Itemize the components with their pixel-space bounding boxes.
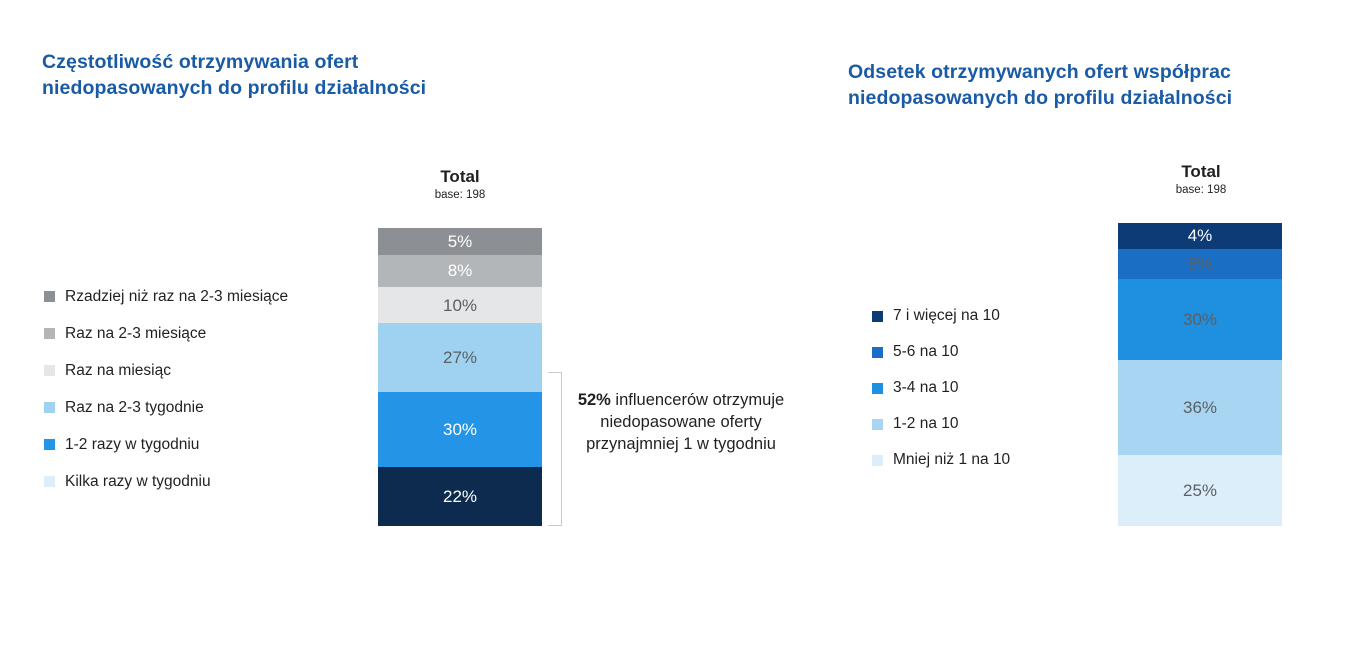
total-base: base: 198 [1175, 183, 1227, 196]
stacked-bar-share [1118, 223, 1282, 526]
legend-item[interactable] [872, 298, 1010, 334]
bar-segment[interactable] [378, 323, 542, 392]
legend-label: 7 i więcej na 10 [893, 307, 1000, 324]
legend-swatch-icon [44, 402, 55, 413]
legend-label: Raz na 2-3 miesiące [65, 324, 207, 342]
panel-title-share: Odsetek otrzymywanych ofert współprac niedopasowanych do profilu działalności [848, 61, 1233, 109]
legend-item[interactable] [872, 406, 1010, 442]
legend-label: 1-2 razy w tygodniu [65, 435, 200, 453]
legend-swatch-icon [44, 291, 55, 302]
bar-segment-value: 22% [442, 486, 478, 506]
callout-bracket [548, 372, 562, 526]
stacked-bar-frequency [378, 228, 542, 526]
legend-label: 5-6 na 10 [893, 343, 959, 360]
legend-swatch-icon [872, 383, 883, 394]
panel-title-frequency: Częstotliwość otrzymywania ofert niedopasowanych do profilu działalności [42, 51, 427, 99]
legend-label: Mniej niż 1 na 10 [893, 451, 1011, 468]
legend-swatch-icon [44, 476, 55, 487]
total-header-right [1121, 163, 1281, 196]
bar-segment[interactable] [1118, 223, 1282, 249]
legend-frequency [44, 278, 288, 500]
legend-item[interactable] [44, 352, 288, 389]
bar-segment-value: 4% [1187, 226, 1213, 246]
legend-item[interactable] [44, 315, 288, 352]
legend-item[interactable] [872, 370, 1010, 406]
callout-percent: 52% [577, 391, 611, 409]
legend-label: 1-2 na 10 [893, 415, 959, 432]
legend-label: 3-4 na 10 [893, 379, 959, 396]
bar-segment[interactable] [1118, 249, 1282, 279]
total-base: base: 198 [434, 188, 486, 201]
bar-segment-value: 30% [442, 419, 478, 439]
callout-annotation [572, 390, 790, 455]
legend-label: Kilka razy w tygodniu [65, 472, 211, 490]
legend-swatch-icon [44, 328, 55, 339]
legend-item[interactable] [44, 278, 288, 315]
bar-segment[interactable] [378, 467, 542, 526]
legend-share [872, 298, 1010, 478]
total-header-left [380, 168, 540, 201]
bar-segment-value: 10% [442, 295, 478, 315]
total-label: Total [440, 167, 480, 186]
bar-segment[interactable] [378, 255, 542, 287]
bar-segment-value: 25% [1182, 481, 1218, 501]
bar-segment-value: 5% [447, 231, 473, 251]
bar-segment[interactable] [378, 287, 542, 323]
bar-segment-value: 27% [442, 348, 478, 368]
legend-item[interactable] [44, 463, 288, 500]
bar-segment[interactable] [1118, 455, 1282, 526]
bar-segment-value: 8% [447, 261, 473, 281]
legend-swatch-icon [44, 439, 55, 450]
total-label: Total [1181, 162, 1221, 181]
legend-item[interactable] [44, 426, 288, 463]
bar-segment[interactable] [378, 392, 542, 467]
bar-segment-value: 6% [1187, 254, 1213, 274]
legend-item[interactable] [44, 389, 288, 426]
bar-segment-value: 30% [1182, 309, 1218, 329]
legend-swatch-icon [872, 311, 883, 322]
bar-segment-value: 36% [1182, 398, 1218, 418]
legend-label: Raz na miesiąc [65, 361, 171, 379]
legend-item[interactable] [872, 442, 1010, 478]
bar-segment[interactable] [1118, 279, 1282, 361]
bar-segment[interactable] [1118, 360, 1282, 455]
legend-label: Rzadziej niż raz na 2-3 miesiące [65, 287, 289, 305]
legend-item[interactable] [872, 334, 1010, 370]
bar-segment[interactable] [378, 228, 542, 255]
legend-swatch-icon [872, 419, 883, 430]
legend-swatch-icon [872, 347, 883, 358]
legend-swatch-icon [872, 455, 883, 466]
legend-swatch-icon [44, 365, 55, 376]
callout-text: influencerów otrzymuje niedopasowane oferty przynajmniej 1 w tygodniu [586, 391, 785, 453]
legend-label: Raz na 2-3 tygodnie [65, 398, 204, 416]
